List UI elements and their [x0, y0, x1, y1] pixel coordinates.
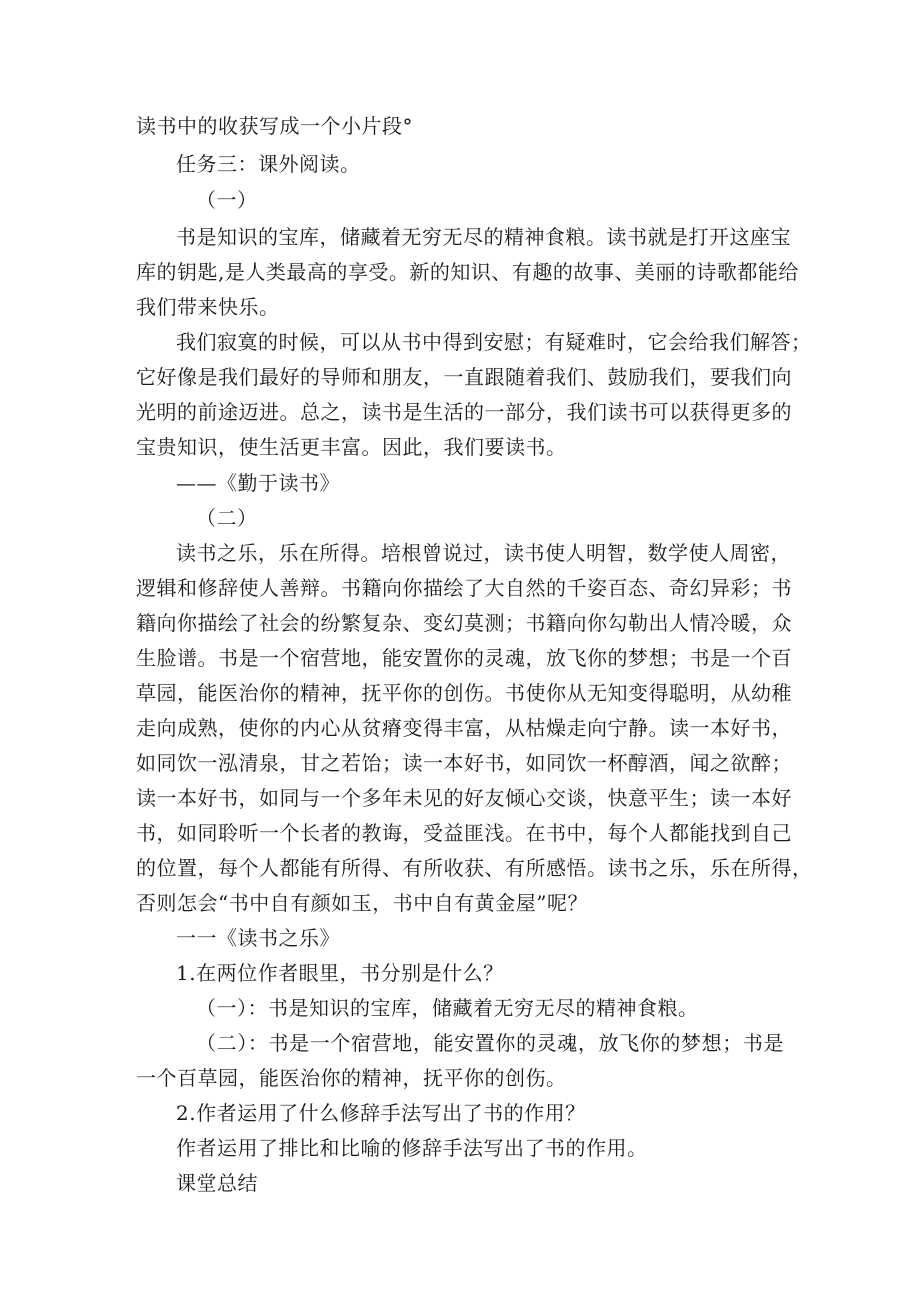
text-line: 生脸谱。书是一个宿营地，能安置你的灵魂，放飞你的梦想；书是一个百	[136, 646, 792, 670]
section-heading: 课堂总结	[176, 1171, 258, 1195]
answer-2: 作者运用了排比和比喻的修辞手法写出了书的作用。	[176, 1136, 648, 1160]
text-line: 光明的前途迈进。总之，读书是生活的一部分，我们读书可以获得更多的	[136, 400, 792, 424]
text-line: 走向成熟，使你的内心从贫瘠变得丰富，从枯燥走向宁静。读一本好书，	[136, 716, 792, 740]
text-line: 宝贵知识，使生活更丰富。因此，我们要读书。	[136, 435, 567, 459]
text-line: 逻辑和修辞使人善辩。书籍向你描绘了大自然的千姿百态、奇幻异彩；书	[136, 576, 792, 600]
text-line: 我们寂寞的时候，可以从书中得到安慰；有疑难时，它会给我们解答；	[176, 330, 812, 354]
text-line: 的位置，每个人都能有所得、有所收获、有所感悟。读书之乐，乐在所得，	[136, 856, 813, 880]
source-attribution: ——《勤于读书》	[176, 471, 340, 495]
source-attribution: 一一《读书之乐》	[176, 926, 340, 950]
section-marker-1: （一）	[196, 188, 258, 212]
text-line: 读一本好书，如同与一个多年未见的好友倾心交谈，快意平生；读一本好	[136, 786, 792, 810]
answer-1-part-1: （一）：书是知识的宝库，储藏着无穷无尽的精神食粮。	[196, 996, 699, 1020]
question-1: 1.在两位作者眼里，书分别是什么？	[176, 961, 504, 985]
text-line: 库的钥匙,是人类最高的享受。新的知识、有趣的故事、美丽的诗歌都能给	[136, 260, 799, 284]
text-line: 否则怎会“书中自有颜如玉，书中自有黄金屋”呢？	[136, 891, 588, 915]
task-heading: 任务三：课外阅读。	[176, 152, 361, 176]
text-line: 读书之乐，乐在所得。培根曾说过，读书使人明智，数学使人周密，	[176, 541, 791, 565]
text-line: 籍向你描绘了社会的纷繁复杂、变幻莫测；书籍向你勾勒出人情冷暖，众	[136, 611, 792, 635]
text-line: 我们带来快乐。	[136, 295, 280, 319]
text-line: 如同饮一泓清泉，甘之若饴；读一本好书，如同饮一杯醇酒，闻之欲醉；	[136, 751, 792, 775]
answer-1-part-2: （二）：书是一个宿营地，能安置你的灵魂，放飞你的梦想；书是	[196, 1031, 784, 1055]
question-2: 2.作者运用了什么修辞手法写出了书的作用？	[176, 1101, 586, 1125]
text-line: 读书中的收获写成一个小片段°	[136, 114, 413, 138]
text-line: 它好像是我们最好的导师和朋友，一直跟随着我们、鼓励我们，要我们向	[136, 365, 792, 389]
text-line: 草园，能医治你的精神，抚平你的创伤。书使你从无知变得聪明，从幼稚	[136, 681, 792, 705]
text-line: 书，如同聆听一个长者的教诲，受益匪浅。在书中，每个人都能找到自己	[136, 821, 792, 845]
text-line: 书是知识的宝库，储藏着无穷无尽的精神食粮。读书就是打开这座宝	[176, 225, 791, 249]
text-line: 一个百草园，能医治你的精神，抚平你的创伤。	[136, 1066, 567, 1090]
section-marker-2: （二）	[196, 506, 258, 530]
